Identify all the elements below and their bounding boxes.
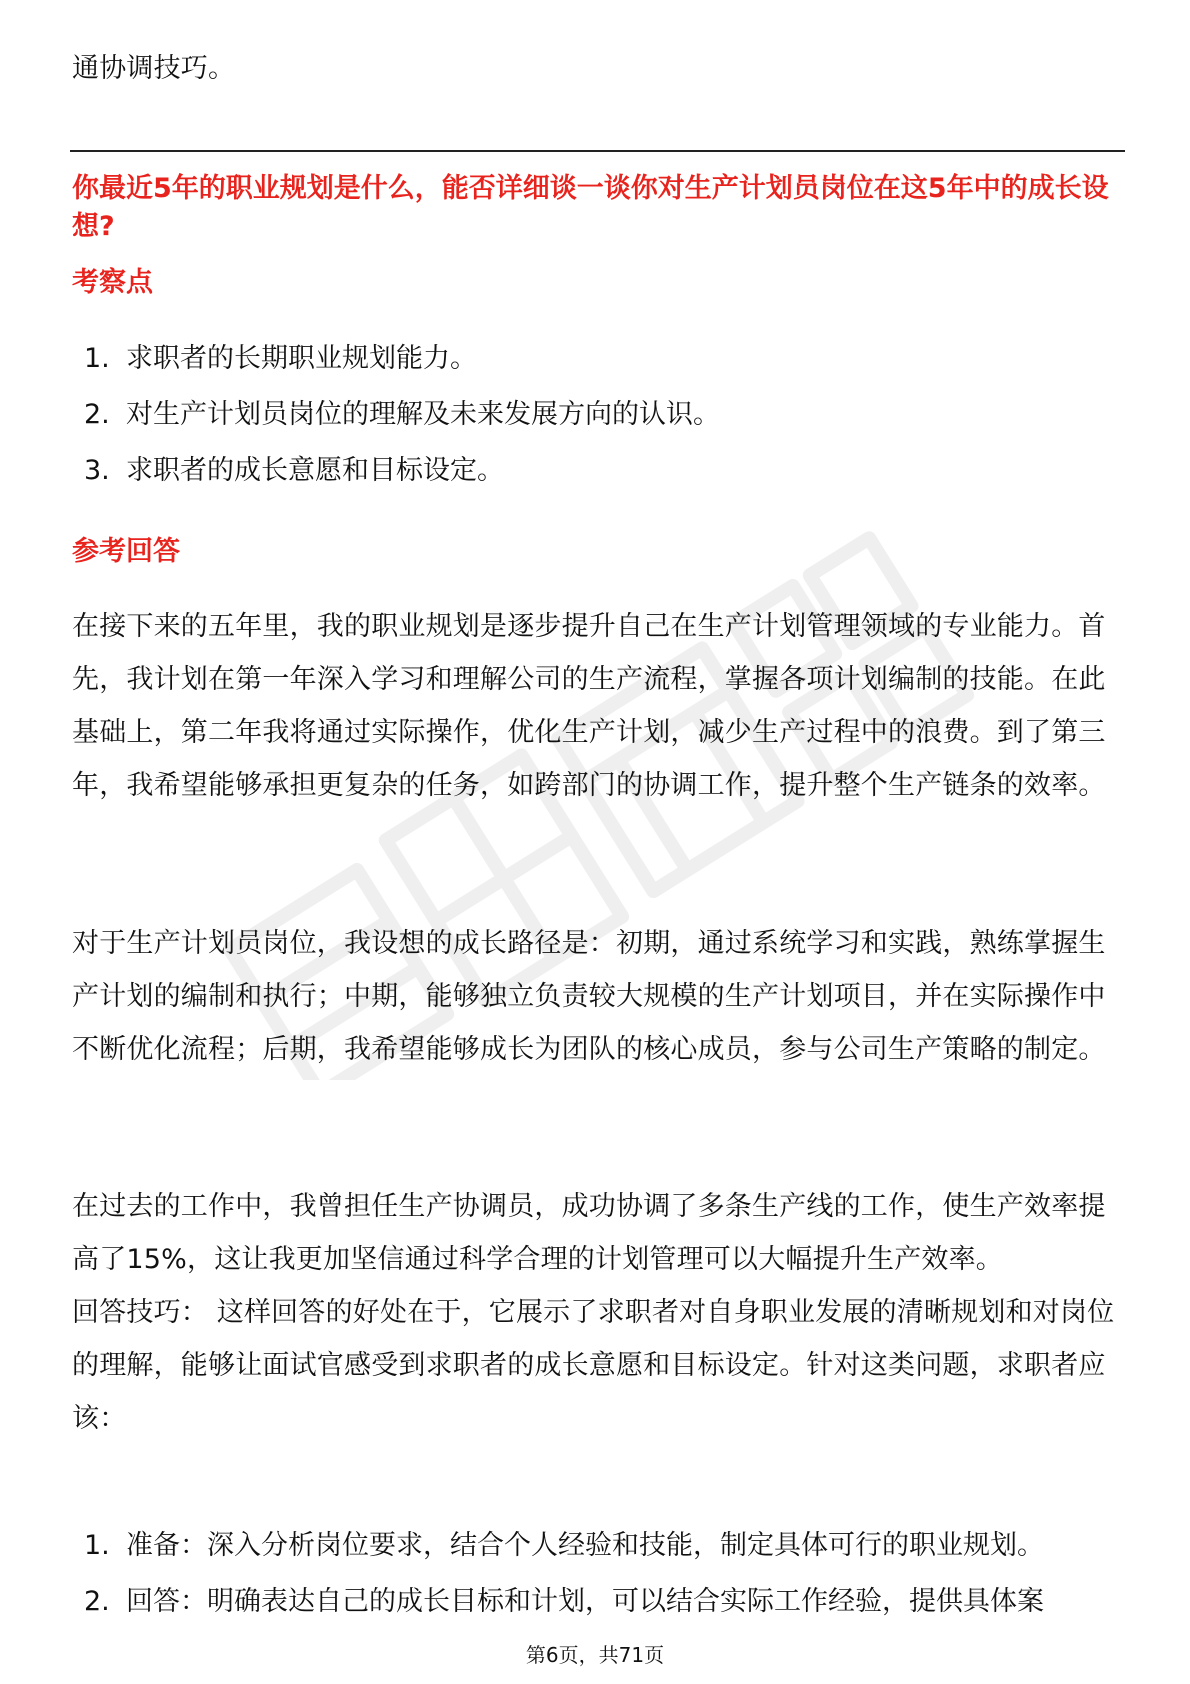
answer-paragraph: 对于生产计划员岗位，我设想的成长路径是：初期，通过系统学习和实践，熟练掌握生产计划的编制和执行；中期，能够独立负责较大规模的生产计划项目，并在实际操作中不断优化流程；后期，我希望能够成长为团队的核心成员，参与公司生产策略的制定。 [72,928,1106,1065]
points-heading: 考察点 [72,267,153,298]
list-item-text: 对生产计划员岗位的理解及未来发展方向的认识。 [126,399,720,430]
list-item [84,1574,1124,1630]
tips-list [84,1518,1124,1630]
list-item-number: 2. [84,399,110,430]
list-item-text: 回答：明确表达自己的成长目标和计划，可以结合实际工作经验，提供具体案 [126,1586,1044,1617]
answer-paragraph: 在过去的工作中，我曾担任生产协调员，成功协调了多条生产线的工作，使生产效率提高了15%，这让我更加坚信通过科学合理的计划管理可以大幅提升生产效率。 [72,1191,1106,1275]
list-item-number: 1. [84,343,110,374]
tips-paragraph: 回答技巧： 这样回答的好处在于，它展示了求职者对自身职业发展的清晰规划和对岗位的理解，能够让面试官感受到求职者的成长意愿和目标设定。针对这类问题，求职者应该： [72,1297,1115,1434]
answer-paragraph: 在接下来的五年里，我的职业规划是逐步提升自己在生产计划管理领域的专业能力。首先，我计划在第一年深入学习和理解公司的生产流程，掌握各项计划编制的技能。在此基础上，第二年我将通过实际操作，优化生产计划，减少生产过程中的浪费。到了第三年，我希望能够承担更复杂的任务，如跨部门的协调工作，提升整个生产链条的效率。 [72,611,1106,801]
list-item-text: 准备：深入分析岗位要求，结合个人经验和技能，制定具体可行的职业规划。 [126,1530,1044,1561]
list-item [84,331,1124,387]
answer-heading: 参考回答 [72,536,180,567]
section-divider [70,150,1125,152]
list-item-number: 2. [84,1586,110,1617]
list-item-text: 求职者的成长意愿和目标设定。 [126,455,504,486]
page-footer: 第6页，共71页 [525,1643,665,1667]
list-item [84,443,1124,499]
continuation-text: 通协调技巧。 [72,53,236,84]
question-heading: 你最近5年的职业规划是什么，能否详细谈一谈你对生产计划员岗位在这5年中的成长设想? [72,173,1109,242]
list-item-number: 1. [84,1530,110,1561]
list-item-number: 3. [84,455,110,486]
points-list [84,331,1124,499]
list-item [84,387,1124,443]
list-item [84,1518,1124,1574]
list-item-text: 求职者的长期职业规划能力。 [126,343,477,374]
